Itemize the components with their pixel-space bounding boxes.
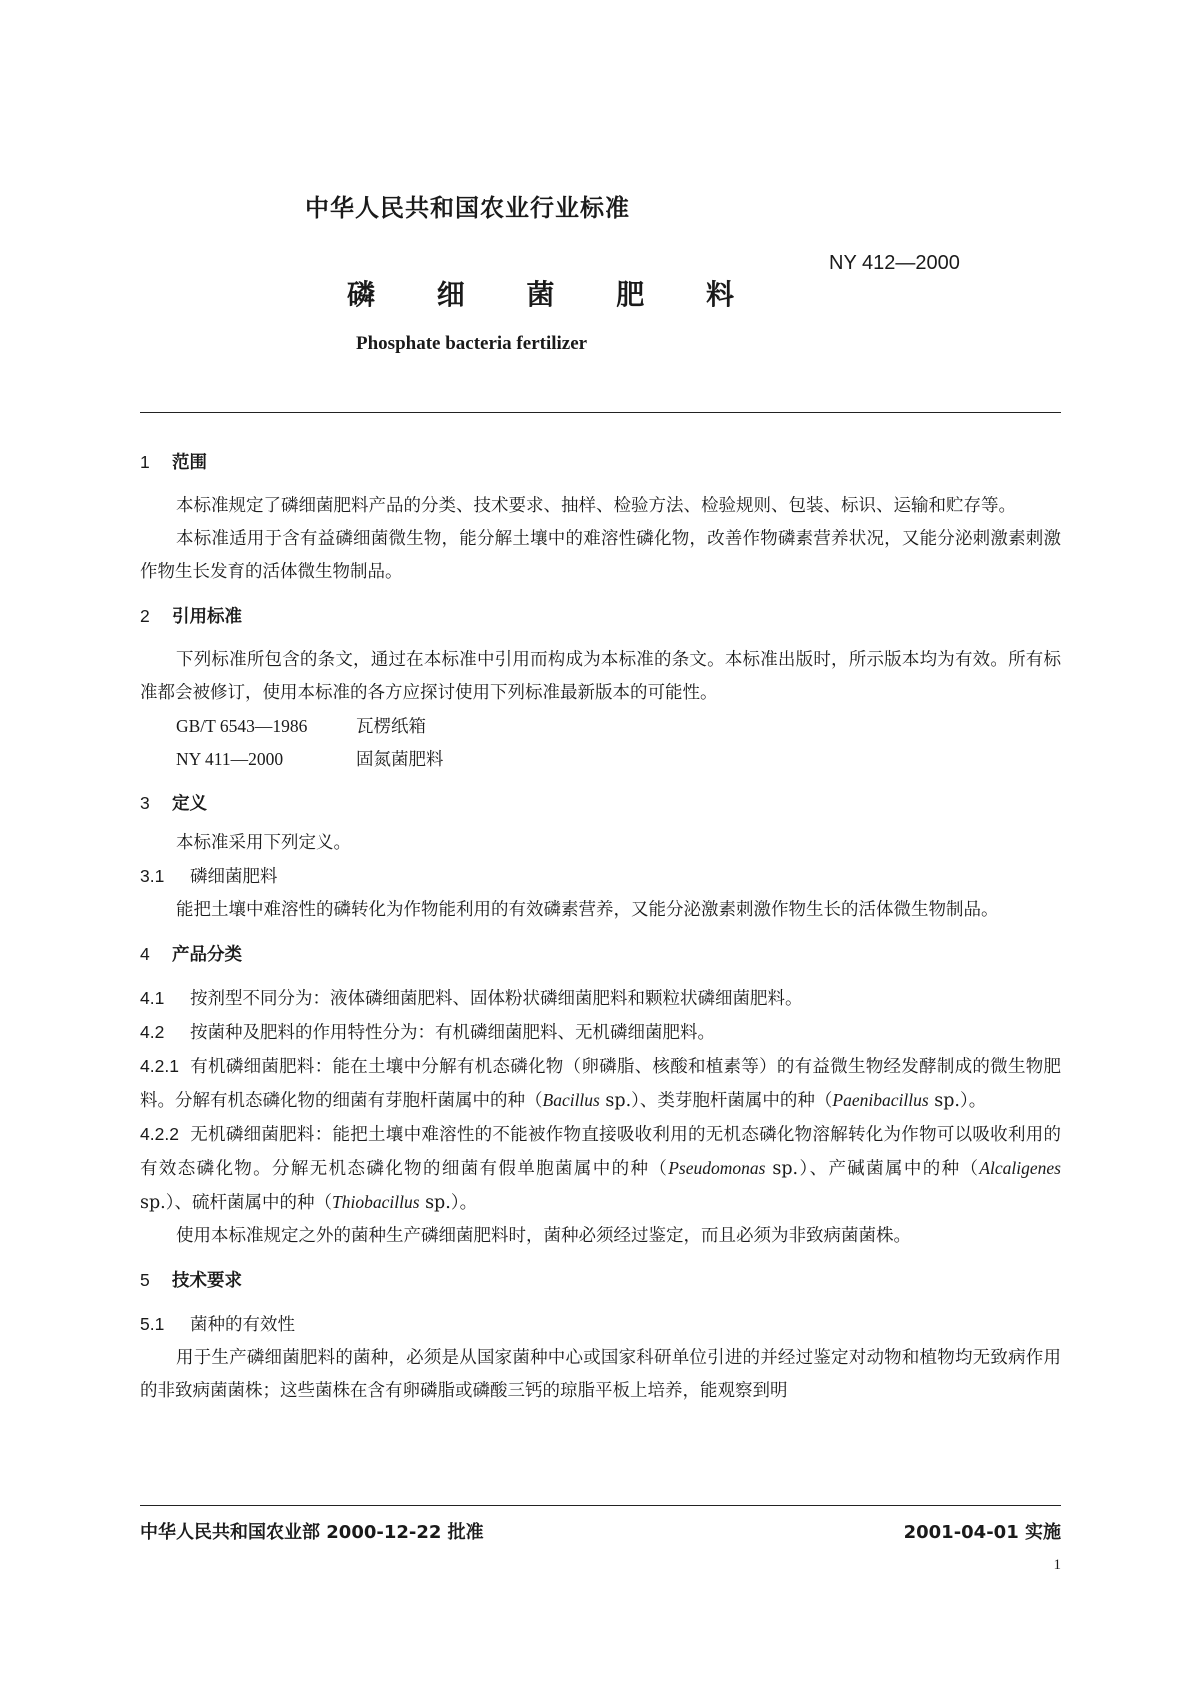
effective-date: 2001-04-01 实施 [903, 1522, 1061, 1543]
approval-date: 中华人民共和国农业部 2000-12-22 批准 [140, 1522, 484, 1543]
section-heading: 1 范围 [140, 452, 207, 473]
subsection-heading: 3.1 磷细菌肥料 [140, 866, 278, 887]
document-title-cn: 磷 细 菌 肥 料 [347, 278, 760, 311]
standard-category-title: 中华人民共和国农业行业标准 [305, 194, 630, 222]
section-heading: 5 技术要求 [140, 1270, 242, 1291]
clause: 4.2 按菌种及肥料的作用特性分为：有机磷细菌肥料、无机磷细菌肥料。 [140, 1022, 715, 1043]
paragraph: 本标准规定了磷细菌肥料产品的分类、技术要求、抽样、检验方法、检验规则、包装、标识、运输和贮存等。 [176, 496, 1016, 516]
paragraph: 用于生产磷细菌肥料的菌种，必须是从国家菌种中心或国家科研单位引进的并经过鉴定对动物和植物均无致病作用的非致病菌菌株；这些菌株在含有卵磷脂或磷酸三钙的琼脂平板上培养，能观察到明 [140, 1348, 1061, 1401]
clause: 4.1 按剂型不同分为：液体磷细菌肥料、固体粉状磷细菌肥料和颗粒状磷细菌肥料。 [140, 988, 803, 1009]
document-title-en: Phosphate bacteria fertilizer [356, 333, 588, 354]
section-heading: 4 产品分类 [140, 944, 242, 965]
reference-item: GB/T 6543—1986 瓦楞纸箱 [176, 716, 426, 737]
header-divider [140, 412, 1061, 413]
paragraph: 能把土壤中难溶性的磷转化为作物能利用的有效磷素营养，又能分泌激素刺激作物生长的活体微生物制品。 [176, 900, 999, 920]
paragraph: 本标准适用于含有益磷细菌微生物，能分解土壤中的难溶性磷化物，改善作物磷素营养状况，又能分泌刺激素刺激作物生长发育的活体微生物制品。 [140, 529, 1061, 582]
section-heading: 2 引用标准 [140, 606, 242, 627]
paragraph: 下列标准所包含的条文，通过在本标准中引用而构成为本标准的条文。本标准出版时，所示版本均为有效。所有标准都会被修订，使用本标准的各方应探讨使用下列标准最新版本的可能性。 [140, 650, 1061, 703]
clause: 4.2.2 无机磷细菌肥料：能把土壤中难溶性的不能被作物直接吸收利用的无机态磷化物溶解转化为作物可以吸收利用的有效态磷化物。分解无机态磷化物的细菌有假单胞菌属中的种（Pseudomonas sp.）、产碱菌属中的种（Alcaligenes sp.）、硫杆菌属中的种（Thiobacillus sp.）。 [140, 1124, 1061, 1213]
subsection-heading: 5.1 菌种的有效性 [140, 1314, 295, 1335]
section-heading: 3 定义 [140, 793, 207, 814]
standard-code: NY 412—2000 [829, 252, 960, 274]
clause: 4.2.1 有机磷细菌肥料：能在土壤中分解有机态磷化物（卵磷脂、核酸和植素等）的有益微生物经发酵制成的微生物肥料。分解有机态磷化物的细菌有芽胞杆菌属中的种（Bacillus sp.）、类芽胞杆菌属中的种（Paenibacillus sp.）。 [140, 1056, 1061, 1111]
reference-item: NY 411—2000 固氮菌肥料 [176, 749, 444, 770]
footer-divider [140, 1505, 1061, 1506]
page-number: 1 [1053, 1557, 1061, 1573]
document-body [140, 447, 1061, 1408]
paragraph: 使用本标准规定之外的菌种生产磷细菌肥料时，菌种必须经过鉴定，而且必须为非致病菌菌株。 [176, 1226, 911, 1246]
paragraph: 本标准采用下列定义。 [176, 833, 351, 853]
